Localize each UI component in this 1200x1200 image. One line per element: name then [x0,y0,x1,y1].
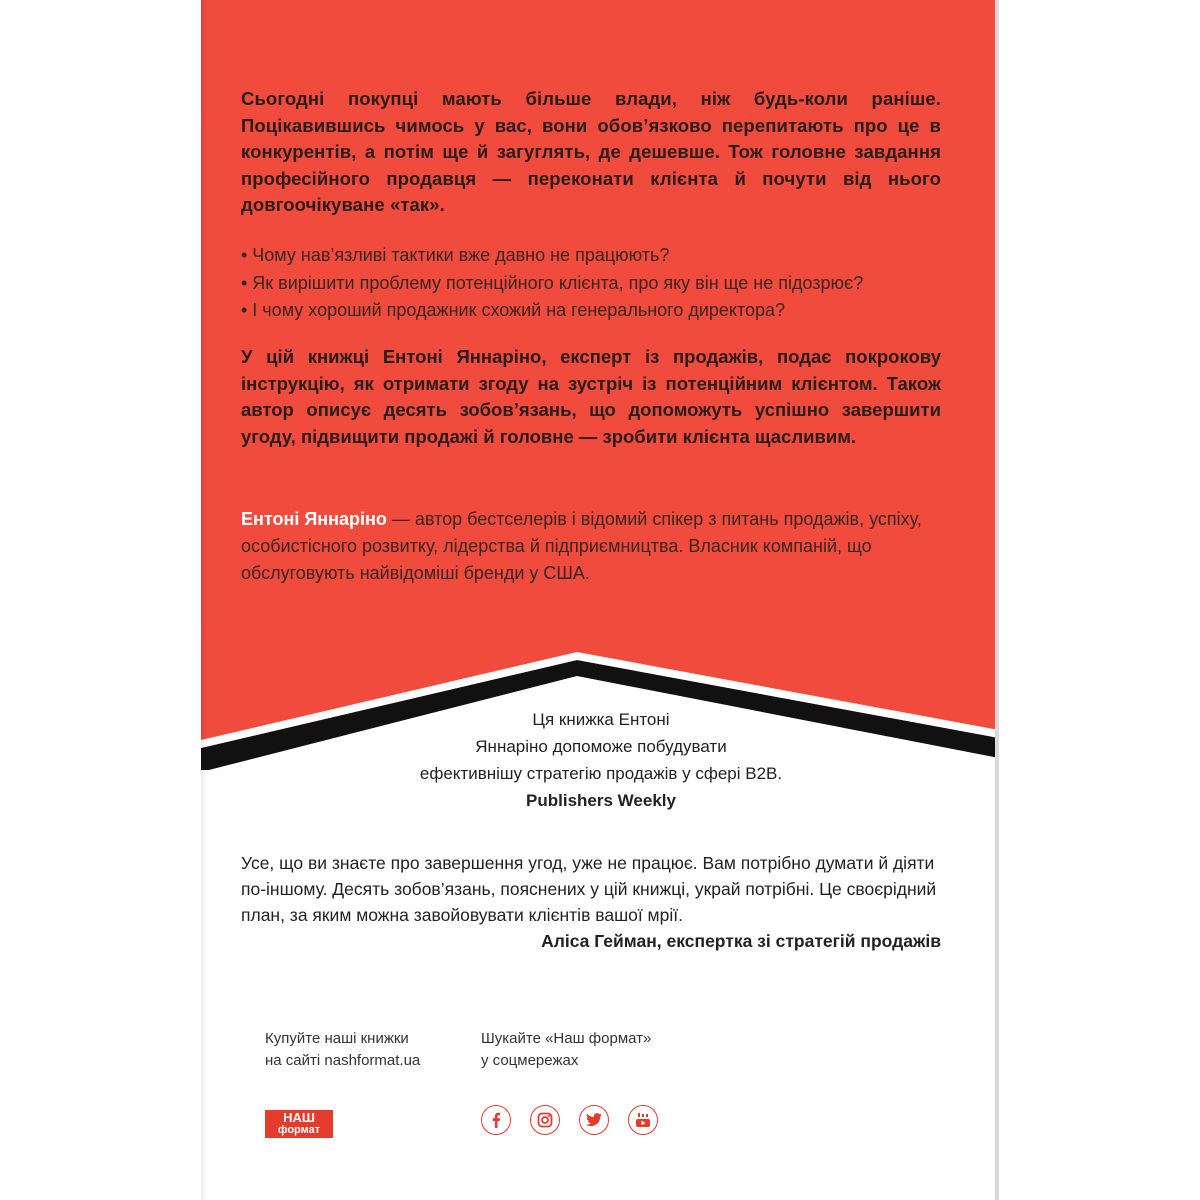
publisher-logo: НАШ формат [265,1110,333,1138]
quote-source: Publishers Weekly [526,791,676,810]
quote-text: Усе, що ви знаєте про завершення угод, уже не працює. Вам потрібно думати й діяти по-іншому. Десять зобов’язань, пояснених у цій книжці, украй потрібні. Це своєрідний план, за яким можна завойовувати клієнтів вашої мрії. [241,853,937,925]
buy-online-note: Купуйте наші книжки на сайті nashformat.ua [265,1030,421,1069]
twitter-icon [579,1105,609,1135]
spine-shadow [201,0,207,1200]
instagram-icon [530,1105,560,1135]
author-name: Ентоні Яннаріно [241,509,387,529]
facebook-icon [481,1105,511,1135]
social-icons [481,1105,658,1135]
quote-line: Яннаріно допоможе побудувати [475,737,727,756]
cover-edge [995,0,999,1200]
author-bio-text: — автор бестселерів і відомий спікер з питань продажів, успіху, особистісного розвитку, лідерства й підприємництва. Власник компаній, що обслуговують найвідоміші бренди у США. [241,509,922,583]
question-item: • І чому хороший продажник схожий на генерального директора? [241,300,786,320]
quote-source: Аліса Гейман, експертка зі стратегій продажів [541,931,941,951]
questions-list [241,242,961,325]
intro-paragraph: Сьогодні покупці мають більше влади, ніж будь-коли раніше. Поцікавившись чимось у вас, вони обов’язково перепитають про це в конкурентів, а потім ще й загуглять, де дешевше. Тож головне завдання професійного продавця — переконати клієнта й почути від нього довгоочікуване «так». [241,88,941,215]
question-item: • Як вирішити проблему потенційного клієнта, про яку він ще не підозрює? [241,272,864,293]
youtube-icon [628,1105,658,1135]
publishers-weekly-quote [401,706,801,814]
quote-line: Ця книжка Ентоні [532,710,670,729]
about-paragraph: У цій книжці Ентоні Яннаріно, експерт із продажів, подає покрокову інструкцію, як отримати згоду на зустріч із потенційним клієнтом. Також автор описує десять зобов’язань, що допоможуть успішно завершити угоду, підвищити продажі й головне — зробити клієнта щасливим. [241,346,941,447]
author-bio [241,506,951,587]
expert-quote [241,850,941,954]
book-back-cover [201,0,999,1200]
question-item: • Чому нав’язливі тактики вже давно не працюють? [241,245,670,265]
quote-line: ефективнішу стратегію продажів у сфері B2B. [419,764,783,783]
social-note: Шукайте «Наш формат» у соцмережах [481,1030,652,1069]
